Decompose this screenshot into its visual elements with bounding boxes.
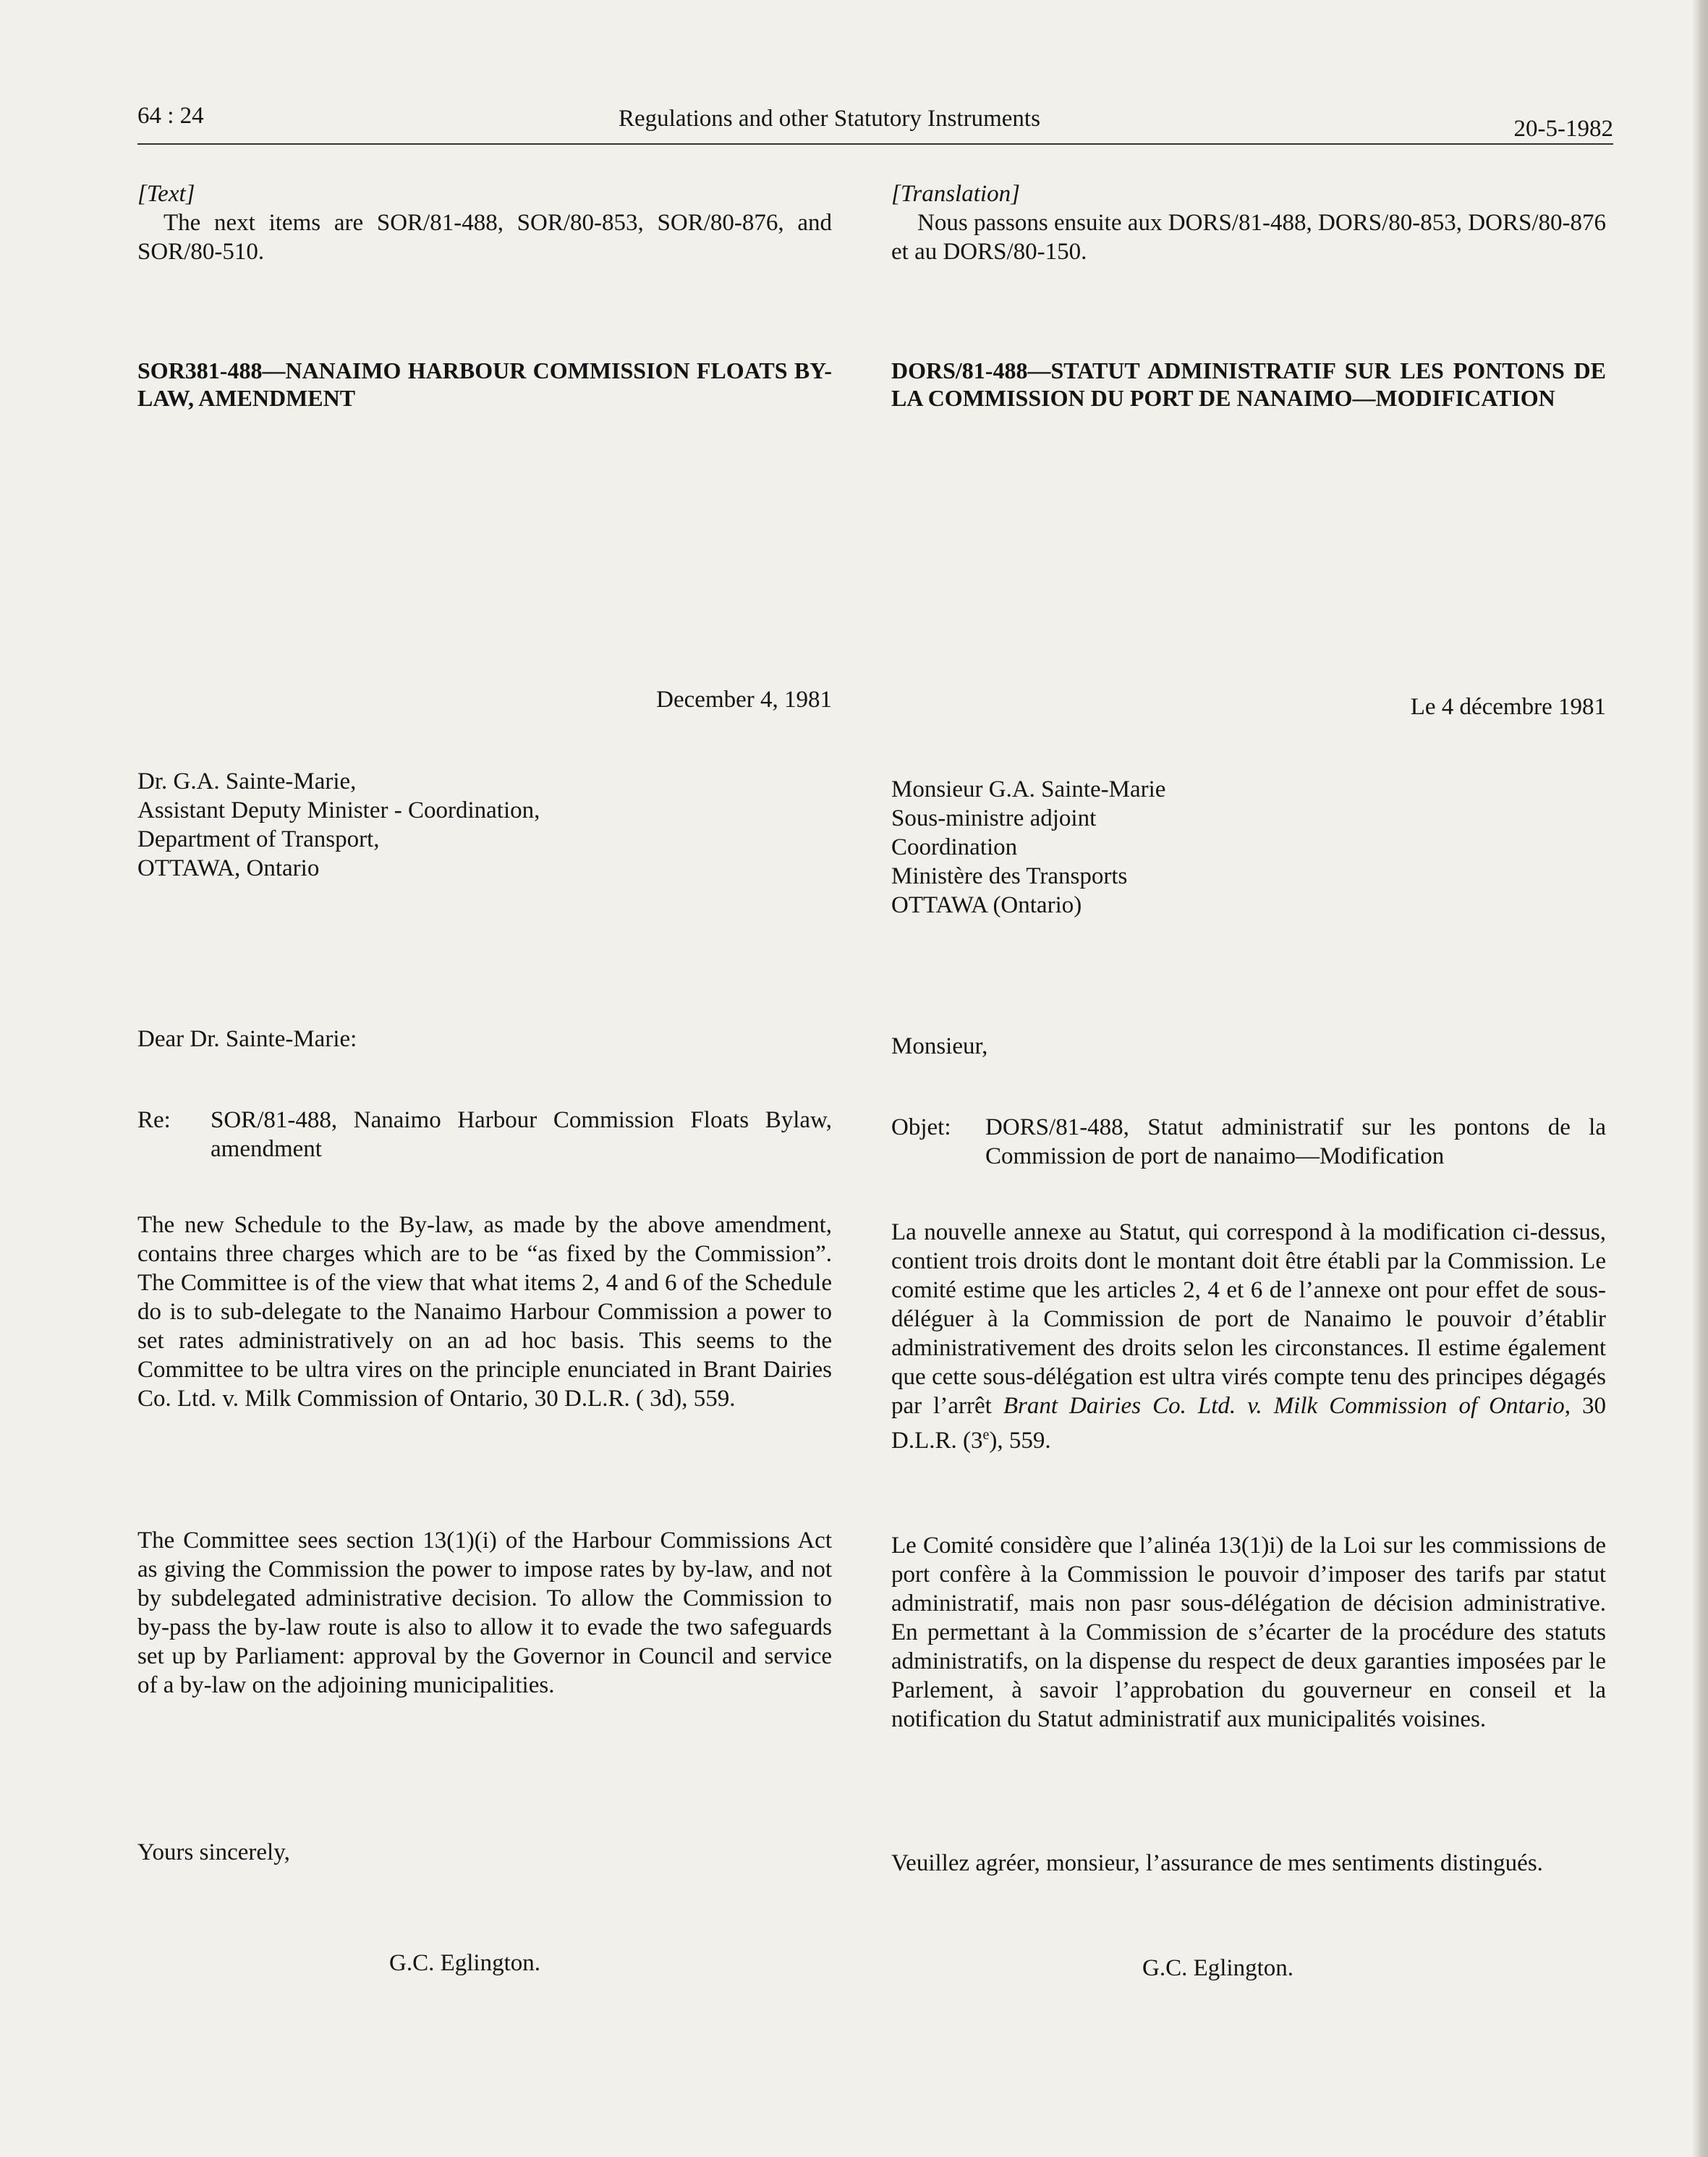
intro-paragraph: The next items are SOR/81-488, SOR/80-853, SOR/80-876, and SOR/80-510. <box>137 210 832 265</box>
header-title: Regulations and other Statutory Instruments <box>619 106 1040 132</box>
recipient-address <box>137 767 832 883</box>
signature: G.C. Eglington. <box>389 1950 541 1976</box>
salutation: Monsieur, <box>891 1033 988 1059</box>
re-line <box>137 1106 832 1164</box>
address-line: Coordination <box>891 834 1018 860</box>
para1-text: La nouvelle annexe au Statut, qui correspond à la modification ci-dessus, contient trois droits dont le montant doit être établi par la Commission. Le comité estime que les articles 2, 4 et 6 de l’annexe ont pour effet de sous-déléguer à la Commission de port de Nanaimo le pouvoir d’établir administrativement des droits selon les circonstances. Il estime également que cette sous-délégation est ultra virés compte tenu des principes dégagés par l’arrêt Brant Dairies Co. Ltd. v. Milk Commission of Ontario, 30 D.L.R. (3e), 559. <box>891 1219 1606 1454</box>
address-line: Department of Transport, <box>137 826 380 852</box>
body-paragraph-2: Le Comité considère que l’alinéa 13(1)i) de la Loi sur les commissions de port confère à la Commission le pouvoir d’imposer des tarifs par statut administratif, mais non pasr sous-délégation de décision administrative. En permettant à la Commission de s’écarter de la procédure des statuts administratifs, on la dispense du respect de deux garanties imposées par le Parlement, à savoir l’approbation du gouverneur en conseil et la notification du Statut administratif aux municipalités voisines. <box>891 1533 1606 1732</box>
address-line: OTTAWA, Ontario <box>137 855 320 881</box>
body-paragraph-1: The new Schedule to the By-law, as made by the above amendment, contains three charges which are to be “as fixed by the Commission”. The Committee is of the view that what items 2, 4 and 6 of the Schedule do is to sub-delegate to the Nanaimo Harbour Commission a power to set rates administratively on an ad hoc basis. This seems to the Committee to be ultra vires on the principle enunciated in Brant Dairies Co. Ltd. v. Milk Commission of Ontario, 30 D.L.R. ( 3d), 559. <box>137 1212 832 1412</box>
re-label: Re: <box>137 1107 171 1133</box>
page-number: 64 : 24 <box>137 103 204 129</box>
re-text: SOR/81-488, Nanaimo Harbour Commission Floats Bylaw, amendment <box>211 1107 832 1162</box>
letter-date: Le 4 décembre 1981 <box>1410 694 1606 720</box>
header-date: 20-5-1982 <box>1513 116 1613 142</box>
closing: Veuillez agréer, monsieur, l’assurance de mes sentiments distingués. <box>891 1850 1543 1876</box>
page-spine-shadow <box>1692 0 1708 2157</box>
text-tag: [Text] <box>137 181 195 207</box>
address-line: Ministère des Transports <box>891 863 1128 889</box>
address-line: Sous-ministre adjoint <box>891 805 1097 831</box>
section-heading: SOR381-488—NANAIMO HARBOUR COMMISSION FLOATS BY-LAW, AMENDMENT <box>137 357 832 411</box>
translation-tag: [Translation] <box>891 181 1020 207</box>
re-text: DORS/81-488, Statut administratif sur les pontons de la Commission de port de nanaimo—Modification <box>985 1114 1606 1169</box>
running-header <box>137 100 1613 145</box>
section-heading: DORS/81-488—STATUT ADMINISTRATIF SUR LES PONTONS DE LA COMMISSION DU PORT DE NANAIMO—MODIFICATION <box>891 357 1606 411</box>
address-line: OTTAWA (Ontario) <box>891 892 1082 918</box>
closing: Yours sincerely, <box>137 1839 290 1865</box>
address-line: Assistant Deputy Minister - Coordination, <box>137 797 540 823</box>
re-line <box>891 1113 1606 1171</box>
address-line: Monsieur G.A. Sainte-Marie <box>891 776 1166 802</box>
address-line: Dr. G.A. Sainte-Marie, <box>137 768 357 794</box>
letter-date: December 4, 1981 <box>656 687 832 713</box>
re-label: Objet: <box>891 1114 951 1140</box>
recipient-address <box>891 775 1606 920</box>
body-paragraph-1 <box>891 1218 1606 1455</box>
intro-paragraph: Nous passons ensuite aux DORS/81-488, DORS/80-853, DORS/80-876 et au DORS/80-150. <box>891 210 1606 265</box>
body-paragraph-2: The Committee sees section 13(1)(i) of the Harbour Commissions Act as giving the Commission the power to impose rates by by-law, and not by subdelegated administrative decision. To allow the Commission to by-pass the by-law route is also to allow it to evade the two safeguards set up by Parliament: approval by the Governor in Council and service of a by-law on the adjoining municipalities. <box>137 1527 832 1698</box>
signature: G.C. Eglington. <box>1142 1955 1294 1981</box>
salutation: Dear Dr. Sainte-Marie: <box>137 1026 357 1052</box>
